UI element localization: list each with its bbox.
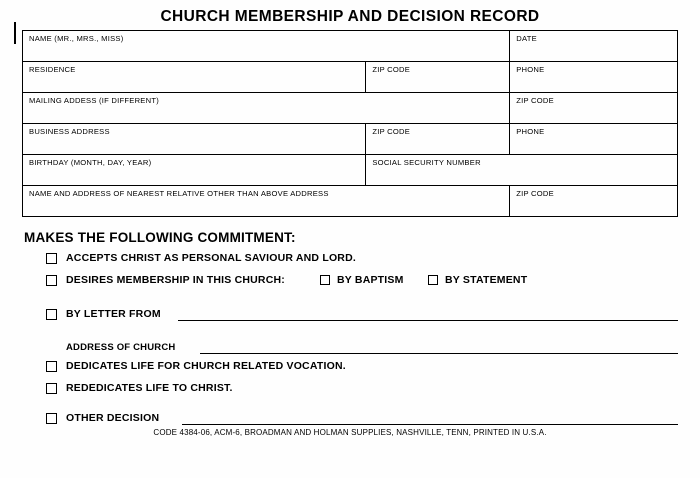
commitment-by-letter-from-label: BY LETTER FROM xyxy=(66,308,161,320)
field-label-name: NAME (MR., MRS., MISS) xyxy=(29,34,124,43)
commitment-desires-membership[interactable] xyxy=(46,274,285,286)
field-label-date: DATE xyxy=(516,34,537,43)
field-label-business-phone: PHONE xyxy=(516,127,545,136)
commitment-dedicates-life[interactable] xyxy=(46,360,346,372)
form-code-footer: CODE 4384-06, ACM-6, BROADMAN AND HOLMAN SUPPLIES, NASHVILLE, TENN, PRINTED IN U.S.A. xyxy=(153,428,547,437)
personal-information-table xyxy=(22,30,678,217)
field-mailing-zip[interactable] xyxy=(510,93,677,123)
field-residence-zip[interactable] xyxy=(366,62,510,92)
checkbox-icon[interactable] xyxy=(46,275,57,286)
other-decision-write-line[interactable] xyxy=(182,424,678,425)
commitment-by-baptism[interactable] xyxy=(320,274,404,286)
commitment-heading: MAKES THE FOLLOWING COMMITMENT: xyxy=(24,230,296,245)
checkbox-icon[interactable] xyxy=(320,275,330,285)
field-label-residence-phone: PHONE xyxy=(516,65,545,74)
table-row xyxy=(23,31,677,62)
commitment-desires-membership-label: DESIRES MEMBERSHIP IN THIS CHURCH: xyxy=(66,274,285,286)
field-label-relative-zip: ZIP CODE xyxy=(516,189,554,198)
table-row xyxy=(23,62,677,93)
checkbox-icon[interactable] xyxy=(46,253,57,264)
checkbox-icon[interactable] xyxy=(46,361,57,372)
field-relative-zip[interactable] xyxy=(510,186,677,216)
field-date[interactable] xyxy=(510,31,677,61)
address-of-church-label: ADDRESS OF CHURCH xyxy=(66,342,176,353)
field-label-nearest-relative: NAME AND ADDRESS OF NEAREST RELATIVE OTHER THAN ABOVE ADDRESS xyxy=(29,189,329,198)
commitment-by-statement[interactable] xyxy=(428,274,527,286)
table-row xyxy=(23,155,677,186)
commitment-by-baptism-label: BY BAPTISM xyxy=(337,274,404,286)
field-label-mailing-zip: ZIP CODE xyxy=(516,96,554,105)
commitment-by-letter-from[interactable] xyxy=(46,308,161,320)
commitment-other-decision[interactable] xyxy=(46,412,159,424)
field-birthday[interactable] xyxy=(23,155,366,185)
field-business-address[interactable] xyxy=(23,124,366,154)
field-business-zip[interactable] xyxy=(366,124,510,154)
field-residence-phone[interactable] xyxy=(510,62,677,92)
commitment-rededicates-life[interactable] xyxy=(46,382,233,394)
by-letter-from-write-line[interactable] xyxy=(178,320,678,321)
commitment-rededicates-life-label: REDEDICATES LIFE TO CHRIST. xyxy=(66,382,233,394)
table-row xyxy=(23,93,677,124)
field-label-business-address: BUSINESS ADDRESS xyxy=(29,127,110,136)
commitment-other-decision-label: OTHER DECISION xyxy=(66,412,160,424)
table-row xyxy=(23,186,677,216)
field-social-security-number[interactable] xyxy=(366,155,677,185)
field-label-mailing-address: MAILING ADDESS (IF DIFFERENT) xyxy=(29,96,160,105)
field-label-birthday: BIRTHDAY (MONTH, DAY, YEAR) xyxy=(29,158,152,167)
table-row xyxy=(23,124,677,155)
field-business-phone[interactable] xyxy=(510,124,677,154)
commitment-accepts-christ-label: ACCEPTS CHRIST AS PERSONAL SAVIOUR AND LORD. xyxy=(66,252,356,264)
field-label-social-security-number: SOCIAL SECURITY NUMBER xyxy=(372,158,481,167)
page-title: CHURCH MEMBERSHIP AND DECISION RECORD xyxy=(160,8,540,25)
field-mailing-address[interactable] xyxy=(23,93,510,123)
field-label-residence: RESIDENCE xyxy=(29,65,76,74)
checkbox-icon[interactable] xyxy=(46,383,57,394)
commitment-dedicates-life-label: DEDICATES LIFE FOR CHURCH RELATED VOCATION. xyxy=(66,360,346,372)
commitment-accepts-christ[interactable] xyxy=(46,252,356,264)
field-nearest-relative[interactable] xyxy=(23,186,510,216)
field-name[interactable] xyxy=(23,31,510,61)
checkbox-icon[interactable] xyxy=(46,413,57,424)
field-residence[interactable] xyxy=(23,62,366,92)
commitment-by-statement-label: BY STATEMENT xyxy=(445,274,528,286)
field-label-residence-zip: ZIP CODE xyxy=(372,65,411,74)
checkbox-icon[interactable] xyxy=(428,275,438,285)
field-label-business-zip: ZIP CODE xyxy=(372,127,411,136)
address-of-church-write-line[interactable] xyxy=(200,353,678,354)
checkbox-icon[interactable] xyxy=(46,309,57,320)
